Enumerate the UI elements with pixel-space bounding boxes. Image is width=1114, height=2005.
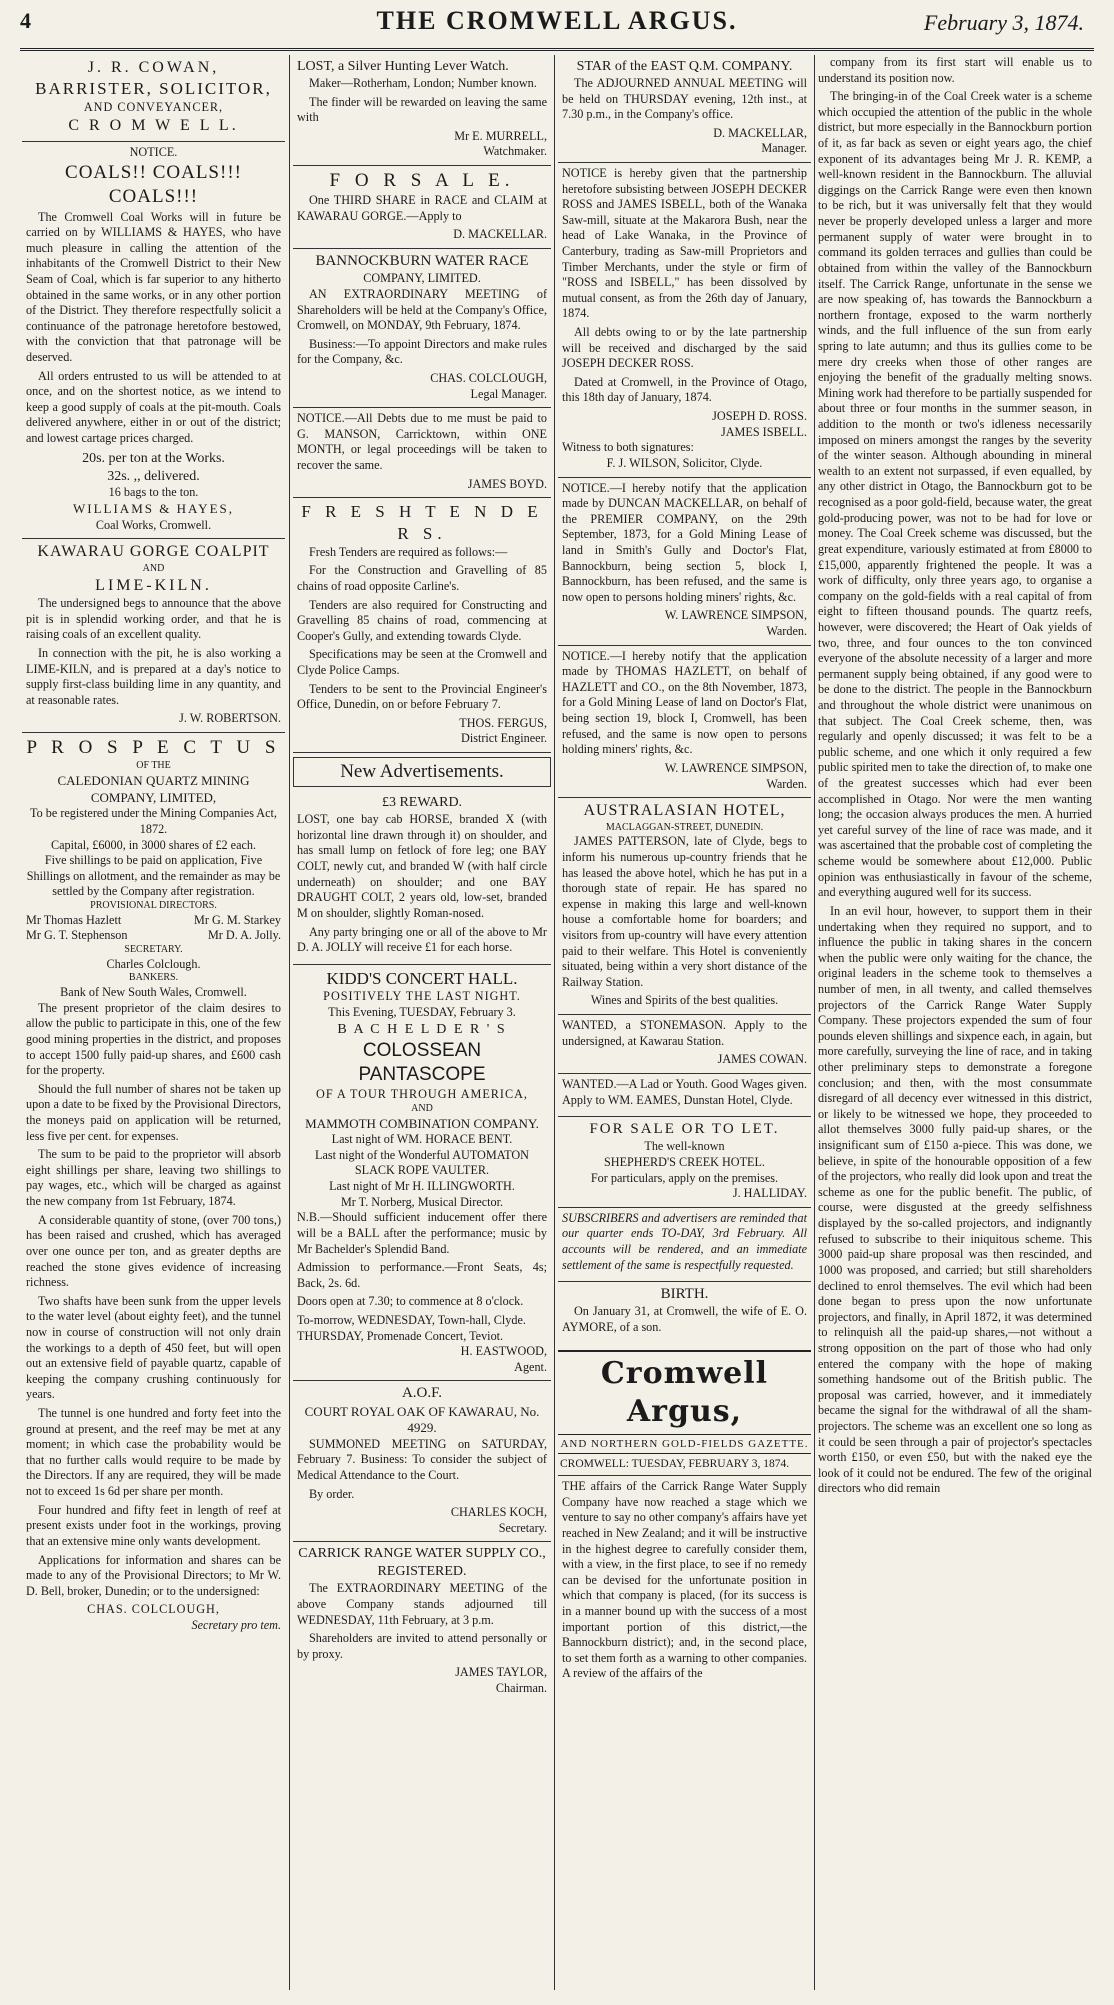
ad-wanted-stonemason: WANTED, a STONEMASON. Apply to the undersigned, at Kawarau Station. JAMES COWAN. xyxy=(558,1015,811,1074)
notice-subscribers: SUBSCRIBERS and advertisers are reminded that our quarter ends TO-DAY, 3rd February. All accounts will be rendered, and an immediate settlement of the same is respectfully requested. xyxy=(558,1208,811,1282)
ad-fresh-tenders: F R E S H T E N D E R S. Fresh Tenders are required as follows:— For the Construction and Gravelling of 85 chains of road opposite Carline's. Tenders are also required for Constructing and Gravelling 85 chains of road, commencing at Cooper's Gully, and extending towards Clyde. Specifications may be seen at the Cromwell and Clyde Police Camps. Tenders to be sent to the Provincial Engineer's Office, Dunedin, on or before February 7. THOS. FERGUS, District Engineer. xyxy=(293,498,551,753)
masthead-subtitle: AND NORTHERN GOLD-FIELDS GAZETTE. xyxy=(558,1435,811,1454)
ad-premier-company-notice: NOTICE.—I hereby notify that the application made by DUNCAN MACKELLAR, on behalf of the PREMIER COMPANY, on the 29th September, 1873, for a Gold Mining Lease of land in Smith's Gully and Doctor's Flat, Bannockburn, being section 5, block I, Bannockburn, has been refused, and the same is now open to persons holding miners' rights, &c. W. LAWRENCE SIMPSON, Warden. xyxy=(558,478,811,646)
column-1 xyxy=(22,55,285,1990)
ad-star-of-the-east: STAR of the EAST Q.M. COMPANY. The ADJOURNED ANNUAL MEETING will be held on THURSDAY evening, 12th inst., at 7.30 p.m., in the Company's office. D. MACKELLAR, Manager. xyxy=(558,55,811,163)
page-number: 4 xyxy=(20,8,31,33)
issue-date: February 3, 1874. xyxy=(923,10,1084,35)
editorial-paragraph: The bringing-in of the Coal Creek water is a scheme which occupied the attention of the public in the whole district, but more especially in the Bannockburn portion of it, as far back as seven or eight years ago, the chief exponent of its advantages being Mr J. R. KEMP, a well-known resident in the Bannockburn. The alluvial diggings on the Carrick Range were even then known to be rich, but it was universally felt that they would never be properly developed unless a larger and more permanent supply of water were brought in to command its golden terraces and gullies than could be obtained from within the valley of the Bannockburn itself. The Carrick Range, unfortunate in the sense we are now speaking of, has towards the Bannockburn a northern frontage, exposed to the warm northerly winds, and the full influence of the sun from early spring to late autumn; and thus its gullies come to be mere dry creeks when those of other ranges are enjoying the benefit of the gradually melting snows. Mining work had therefore to be partially suspended for about three or four months in the summer season, in addition to the month or two's idleness necessarily imposed on miners amongst the ranges by the severity of the winter season. Although abounding in mineral wealth to an extent not surpassed, if even equalled, by any other district in Otago, the Bannockburn got to be recognised as a poor gold-field, because water, the great gold-producing power, was not to be had for love or money. The Coal Creek scheme was discussed, but the great expenditure, variously estimated at from £8000 to £15,000, apparently frightened the people. It was a work of difficulty, only three years ago, to organise a company on the gold-fields with a real capital of from eight to fifteen thousand pounds. The quartz reefs, however, were discovered; the Heart of Oak yields of two, three, and four ounces to the ton convinced everyone of the absolute necessity of a larger and more permanent supply being obtained, if any good were to be done to the district. The people in the Bannockburn and throughout the whole district were unanimous on that subject. The Coal Creek scheme, then, was regularly and openly discussed; it was felt to be a public scheme, and one which it only required a few public spirited men to take the direction of, to make one of the greatest successes which had ever been accomplished in Otago. Nor were the men wanting long; the occasion always produces the men. A hurried yet careful survey of the line of race was made, and it was ascertained that the probable cost of completing the scheme would be somewhere about £12,000. Public opinion was enthusiastically in favour of the scheme, and everything augured well for its success. xyxy=(818,89,1092,900)
editorial-start: THE affairs of the Carrick Range Water Supply Company have now reached a stage which we venture to say no other company's affairs have yet reached in New Zealand; and it will be instructive in the highest degree to carefully consider them, with a view, in the first place, to see if no remedy can be devised for the unfortunate position in which that company is placed, (for its success is in a manner bound up with the success of a most important portion of this district,—the Bannockburn district); and, in the second place, to set them forth as a warning to other companies. A review of the affairs of the xyxy=(562,1479,807,1681)
column-rule xyxy=(814,55,815,1990)
ad-aof: A.O.F. COURT ROYAL OAK OF KAWARAU, No. 4929. SUMMONED MEETING on SATURDAY, February 7. Business: To consider the subject of Medical Attendance to the Court. By order. CHARLES KOCH, Secretary. xyxy=(293,1381,551,1542)
ad-for-sale-or-let: FOR SALE OR TO LET. The well-known SHEPHERD'S CREEK HOTEL. For particulars, apply on the premises. J. HALLIDAY. xyxy=(558,1117,811,1208)
ad-hazlett-notice: NOTICE.—I hereby notify that the application made by THOMAS HAZLETT, on behalf of HAZLETT and CO., on the 8th November, 1873, for a Gold Mining Lease of land on Doctor's Flat, being section 19, block I, Cromwell, has been refused, and the same is now open to persons holding miners' rights, &c. W. LAWRENCE SIMPSON, Warden. xyxy=(558,646,811,798)
ad-for-sale-share: F O R S A L E. One THIRD SHARE in RACE and CLAIM at KAWARAU GORGE.—Apply to D. MACKELLAR. xyxy=(293,166,551,249)
column-2 xyxy=(293,55,551,1990)
editorial-paragraph: In an evil hour, however, to support them in their undertaking when they required no support, and to influence the public in taking shares in the concern when the public were only waiting for the chance, the original leaders in the scheme took to themselves a number of men, in all twenty, and called themselves projectors of the Carrick Range Water Supply Company. These projectors expended the sum of four pounds eleven shillings and sixpence each, in again, but more carefully, surveying the line of race, and in taking other preliminary steps to demonstrate a foregone conclusion; and then, with the most consummate disregard of all decency ever witnessed in this district, or likely to be witnessed we hope, they proceeded to allot themselves 3000 fully paid-up shares, or the insignificant sum of £150 a-piece. This was done, we believe, in spite of the honourable opposition of a few of the projectors, who really did look upon and treat the scheme as one for the public benefit. The public, of course, were disgusted at the greedy selfishness displayed by the so-called projectors, and indignantly refused to subscribe to their iniquitous scheme. This 3000 paid-up share proposal was then rescinded, and 1000 was proposed, and carried; but still shareholders declined to enrol themselves. The evil which had been done began to press upon the now unfortunate projectors, and finally, in April 1872, it was determined to relinquish all the paid-up shares,—not without a strong opposition on the part of those who had only entered the company with the hope of making something handsome out of the British public. The proposal was carried, however, and it immediately became the signal for the withdrawal of all the sham-projectors. The scheme was an excellent one so long as it could be seen through a pair of projector's spectacles worth £150, or even £50, but with the naked eye the look of it could not be endured. The few of the original directors who did remain xyxy=(818,903,1092,1496)
ad-kawarau-coalpit: KAWARAU GORGE COALPIT AND LIME-KILN. The undersigned begs to announce that the above pit is in splendid working order, and that he is raising coals of an excellent quality. In connection with the pit, he is also working a LIME-KILN, and is prepared at a day's notice to supply first-class building lime in any quantity, and at reasonable rates. J. W. ROBERTSON. xyxy=(22,539,285,733)
masthead-title: Cromwell Argus, xyxy=(558,1350,811,1436)
column-4-editorial xyxy=(818,55,1092,1990)
column-rule xyxy=(289,55,290,1990)
birth-notice: BIRTH. On January 31, at Cromwell, the wife of E. O. AYMORE, of a son. xyxy=(562,1286,807,1334)
editorial-paragraph: company from its first start will enable us to understand its position now. xyxy=(818,55,1092,85)
ad-wanted-lad: WANTED.—A Lad or Youth. Good Wages given. Apply to WM. EAMES, Dunstan Hotel, Clyde. xyxy=(558,1074,811,1117)
ad-prospectus: P R O S P E C T U S OF THE CALEDONIAN QUARTZ MINING COMPANY, LIMITED, To be registered under the Mining Companies Act, 1872. Capital, £6000, in 3000 shares of £2 each. Five shillings to be paid on application, Five Shillings on allotment, and the remainder as may be settled by the Company after registration. PROVISIONAL DIRECTORS. Mr Thomas Hazlett Mr G. M. Starkey Mr G. T. Stephenson Mr D. A. Jolly. SECRETARY. Charles Colclough. BANKERS. Bank of New South Wales, Cromwell. The present proprietor of the claim desires to allow the public to participate in this, one of the few good mining properties in the district, and proposes to accept 1500 fully paid-up shares, and £600 cash for the property. Should the full number of shares not be taken up upon a date to be fixed by the Provisional Directors, the moneys paid on application will be returned, less five per cent. for expenses. The sum to be paid to the proprietor will absorb eight shillings per share, leaving two shillings to pay wages, etc., which will be charged as against the new company from 1st February, 1874. A considerable quantity of stone, (over 700 tons,) has been raised and crushed, which has averaged over one ounce per ton, and as greater depths are reached the stone gives evidence of increasing richness. Two shafts have been sunk from the upper levels to the water level (about eighty feet), and the tunnel now in course of construction will not only drain the workings to a depth of 450 feet, but will open out an extensive field of payable quartz, capable of keeping the company crushing continuously for years. The tunnel is one hundred and forty feet into the ground at present, and the reef may be met at any moment; in which case the probability would be that no further calls would require to be made by the Directors. If any are required, they will be made not to exceed 1s 6d per share per month. Four hundred and fifty feet in length of reef at present exists under foot in the workings, proving that an extensive mine only wants development. Applications for information and shares can be made to any of the Provisional Directors; to Mr W. D. Bell, broker, Dunedin; or to the undersigned: CHAS. COLCLOUGH, Secretary pro tem. xyxy=(26,736,281,1632)
new-advertisements-banner: New Advertisements. xyxy=(293,757,551,787)
ad-bannockburn-race: BANNOCKBURN WATER RACE COMPANY, LIMITED. AN EXTRAORDINARY MEETING of Shareholders will be held at the Company's Office, Cromwell, on MONDAY, 9th February, 1874. Business:—To appoint Directors and make rules for the Company, &c. CHAS. COLCLOUGH, Legal Manager. xyxy=(293,249,551,408)
ad-lost-watch: LOST, a Silver Hunting Lever Watch. Maker—Rotherham, London; Number known. The finder will be rewarded on leaving the same with Mr E. MURRELL, Watchmaker. xyxy=(293,55,551,166)
column-rule xyxy=(554,55,555,1990)
page-header xyxy=(20,0,1094,51)
editorial-dateline: CROMWELL: TUESDAY, FEBRUARY 3, 1874. xyxy=(558,1454,811,1476)
ad-partnership-dissolved: NOTICE is hereby given that the partnership heretofore subsisting between JOSEPH DECKER ROSS and JAMES ISBELL, both of the Wanaka Saw-mill, situate at the Makarora Bush, near the head of Lake Wanaka, in the Province of Canterbury, trading as Saw-mill Proprietors and Timber Merchants, under the style or firm of "ROSS and ISBELL," has been dissolved by mutual consent, as from the 26th day of January, 1874. All debts owing to or by the late partnership will be received and discharged by the said JOSEPH DECKER ROSS. Dated at Cromwell, in the Province of Otago, this 18th day of January, 1874. JOSEPH D. ROSS. JAMES ISBELL. Witness to both signatures: F. J. WILSON, Solicitor, Clyde. xyxy=(558,163,811,478)
ad-reward: £3 REWARD. LOST, one bay cab HORSE, branded X (with horizontal line drawn through it) on shoulder, and has small lump on fetlock of fore leg; one BAY COLT, newly cut, and branded W (with half circle underneath) on shoulder; and one BAY DRAUGHT COLT, 2 years old, low-set, branded M on shoulder, slightly Roman-nosed. Any party bringing one or all of the above to Mr D. A. JOLLY will receive £1 for each horse. xyxy=(293,791,551,964)
newspaper-title: THE CROMWELL ARGUS. xyxy=(376,6,738,35)
column-3 xyxy=(558,55,811,1990)
ad-australasian-hotel: AUSTRALASIAN HOTEL, MACLAGGAN-STREET, DUNEDIN. JAMES PATTERSON, late of Clyde, begs to inform his numerous up-country friends that he has leased the above hotel, which he has put in a thorough state of repair. He has spared no expense in making this large and well-known house a comfortable home for boarders; and visitors from up-country will have every attention paid to their welfare. This Hotel is conveniently situated, being within a very short distance of the Railway Station. Wines and Spirits of the best qualities. xyxy=(558,798,811,1015)
ad-coals: NOTICE. COALS!! COALS!!! COALS!!! The Cromwell Coal Works will in future be carried on by WILLIAMS & HAYES, who have much pleasure in calling the attention of the inhabitants of the Cromwell District to their New Seam of Coal, which is far superior to any hitherto obtained in the same works, or in any other portion of the District. They therefore respectfully solicit a continuance of the patronage heretofore bestowed, with the conviction that that patronage will be deserved. All orders entrusted to us will be attended to at once, and on the shortest notice, as we intend to keep a good supply of coals at the pit-mouth. Coals delivered anywhere, either in or out of the district; and lowest cartage prices charged. 20s. per ton at the Works. 32s. ,, delivered. 16 bags to the ton. WILLIAMS & HAYES, Coal Works, Cromwell. xyxy=(22,142,285,539)
ad-cowan: J. R. COWAN, BARRISTER, SOLICITOR, AND CONVEYANCER, C R O M W E L L. xyxy=(22,55,285,142)
ad-kidds-concert-hall: KIDD'S CONCERT HALL. POSITIVELY THE LAST NIGHT. This Evening, TUESDAY, February 3. B A C H E L D E R ' S COLOSSEAN PANTASCOPE OF A TOUR THROUGH AMERICA, AND MAMMOTH COMBINATION COMPANY. Last night of WM. HORACE BENT. Last night of the Wonderful AUTOMATON SLACK ROPE VAULTER. Last night of Mr H. ILLINGWORTH. Mr T. Norberg, Musical Director. N.B.—Should sufficient inducement offer there will be a BALL after the performance; music by Mr Bachelder's Splendid Band. Admission to performance.—Front Seats, 4s; Back, 2s. 6d. Doors open at 7.30; to commence at 8 o'clock. To-morrow, WEDNESDAY, Town-hall, Clyde. THURSDAY, Promenade Concert, Teviot. H. EASTWOOD, Agent. xyxy=(293,965,551,1382)
ad-carrick-range-meeting: CARRICK RANGE WATER SUPPLY CO., REGISTERED. The EXTRAORDINARY MEETING of the above Company stands adjourned till WEDNESDAY, 11th February, at 3 p.m. Shareholders are invited to attend personally or by proxy. JAMES TAYLOR, Chairman. xyxy=(297,1546,547,1695)
ad-debts-notice: NOTICE.—All Debts due to me must be paid to G. MANSON, Carricktown, within ONE MONTH, or legal proceedings will be taken to recover the same. JAMES BOYD. xyxy=(293,408,551,498)
